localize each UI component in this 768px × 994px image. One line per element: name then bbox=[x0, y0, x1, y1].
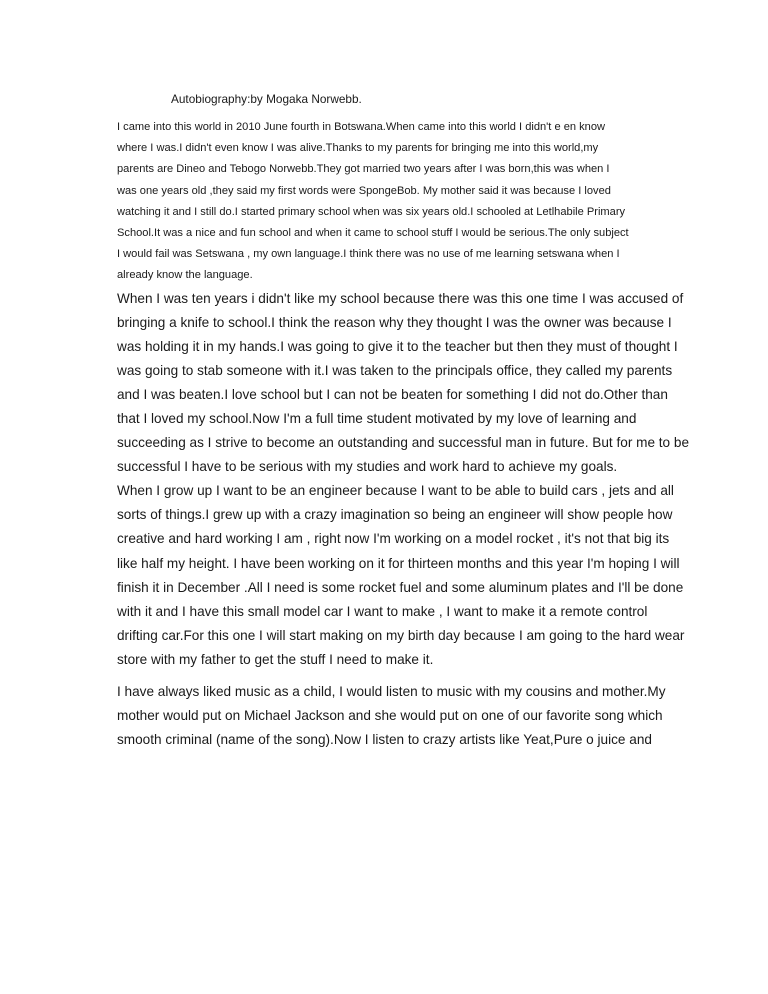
paragraph-2 bbox=[117, 287, 757, 480]
text-line: creative and hard working I am , right now I'm working on a model rocket , it's not that big its bbox=[117, 531, 670, 547]
text-line: succeeding as I strive to become an outstanding and successful man in future. But for me to be bbox=[117, 435, 690, 451]
text-line: and I was beaten.I love school but I can not be beaten for something I did not do.Other than bbox=[117, 386, 668, 402]
text-line: mother would put on Michael Jackson and she would put on one of our favorite song which bbox=[117, 708, 663, 724]
document-body bbox=[117, 117, 757, 752]
text-line: was holding it in my hands.I was going to give it to the teacher but then they must of thought I bbox=[117, 338, 678, 354]
text-line: where I was.I didn't even know I was alive.Thanks to my parents for bringing me into this world,my bbox=[117, 142, 599, 155]
text-line: store with my father to get the stuff I need to make it. bbox=[117, 651, 434, 667]
text-line: successful I have to be serious with my studies and work hard to achieve my goals. bbox=[117, 459, 618, 475]
text-line: parents are Dineo and Tebogo Norwebb.They got married two years after I was born,this was when I bbox=[117, 163, 610, 176]
text-line: sorts of things.I grew up with a crazy imagination so being an engineer will show people how bbox=[117, 507, 673, 523]
document-title: Autobiography:by Mogaka Norwebb. bbox=[171, 92, 362, 106]
text-line: with it and I have this small model car I want to make , I want to make it a remote control bbox=[117, 603, 648, 619]
text-line: was going to stab someone with it.I was taken to the principals office, they called my parents bbox=[117, 362, 673, 378]
text-line: was one years old ,they said my first words were SpongeBob. My mother said it was because I loved bbox=[117, 184, 611, 197]
paragraph-1 bbox=[117, 117, 757, 287]
text-line: watching it and I still do.I started primary school when was six years old.I schooled at Letlhabile Primary bbox=[117, 205, 626, 218]
paragraph-4 bbox=[117, 680, 757, 752]
text-line: I have always liked music as a child, I would listen to music with my cousins and mother.My bbox=[117, 684, 666, 699]
text-line: I would fail was Setswana , my own language.I think there was no use of me learning setswana when I bbox=[117, 248, 620, 261]
text-line: like half my height. I have been working on it for thirteen months and this year I'm hoping I will bbox=[117, 555, 680, 571]
text-line: smooth criminal (name of the song).Now I listen to crazy artists like Yeat,Pure o juice and bbox=[117, 732, 652, 748]
text-line: School.It was a nice and fun school and when it came to school stuff I would be serious.The only subject bbox=[117, 226, 629, 239]
text-line: already know the language. bbox=[117, 269, 253, 282]
text-line: When I grow up I want to be an engineer because I want to be able to build cars , jets and all bbox=[117, 483, 674, 499]
text-line: I came into this world in 2010 June fourth in Botswana.When came into this world I didn't e en know bbox=[117, 121, 606, 133]
text-line: drifting car.For this one I will start making on my birth day because I am going to the hard wear bbox=[117, 627, 685, 643]
text-line: that I loved my school.Now I'm a full time student motivated by my love of learning and bbox=[117, 410, 637, 426]
text-line: When I was ten years i didn't like my school because there was this one time I was accused of bbox=[117, 290, 684, 306]
text-line: bringing a knife to school.I think the reason why they thought I was the owner was because I bbox=[117, 314, 672, 330]
paragraph-3 bbox=[117, 479, 757, 672]
text-line: finish it in December .All I need is some rocket fuel and some aluminum plates and I'll be done bbox=[117, 579, 684, 595]
